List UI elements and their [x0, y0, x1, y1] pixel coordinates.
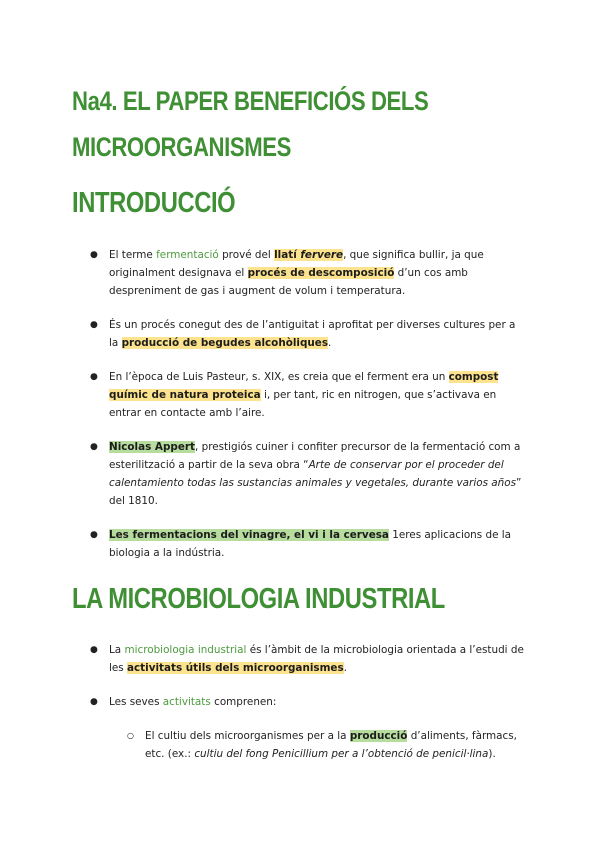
section-heading-introduccio: INTRODUCCIÓ [72, 187, 236, 219]
list-item: ○ El cultiu dels microorganismes per a la producció d’aliments, fàrmacs, etc. (ex.: cultiu del fong Penicillium per a l’obtenció de penicil·lina). [0, 727, 600, 763]
bullet-dot-icon: ● [90, 250, 98, 260]
list-item: ● És un procés conegut des de l’antiguitat i aprofitat per diverses cultures per a la producció de begudes alcohòliques. [0, 316, 600, 352]
bullet-dot-icon: ● [90, 372, 98, 382]
list-item: ● Les seves activitats comprenen: [0, 693, 600, 711]
page-title: Na4. EL PAPER BENEFICIÓS DELS MICROORGANISMES [72, 86, 429, 162]
micro-bullet-list [0, 641, 600, 763]
section-heading-microbiologia-industrial: LA MICROBIOLOGIA INDUSTRIAL [72, 583, 445, 615]
bullet-dot-icon: ● [90, 697, 98, 707]
list-item: ● La microbiologia industrial és l’àmbit de la microbiologia orientada a l’estudi de les activitats útils dels microorganismes. [0, 641, 600, 677]
list-item: ● Les fermentacions del vinagre, el vi i la cervesa 1eres aplicacions de la biologia a la indústria. [0, 526, 600, 562]
bullet-dot-icon: ● [90, 530, 98, 540]
bullet-dot-icon: ● [90, 442, 98, 452]
intro-bullet-list [0, 246, 600, 562]
circle-bullet-icon: ○ [127, 731, 134, 740]
list-item: ● En l’època de Luis Pasteur, s. XIX, es creia que el ferment era un compost químic de natura proteica i, per tant, ric en nitrogen, que s’activava en entrar en contacte amb l’aire. [0, 368, 600, 422]
list-item: ● El terme fermentació prové del llatí fervere, que significa bullir, ja que originalment designava el procés de descomposició d’un cos amb despreniment de gas i augment de volum i temperatura. [0, 246, 600, 300]
list-item: ● Nicolas Appert, prestigiós cuiner i confiter precursor de la fermentació com a esterilització a partir de la seva obra “Arte de conservar por el proceder del calentamiento todas las sustancias animales y vegetales, durante varios años” del 1810. [0, 438, 600, 510]
bullet-dot-icon: ● [90, 645, 98, 655]
bullet-dot-icon: ● [90, 320, 98, 330]
